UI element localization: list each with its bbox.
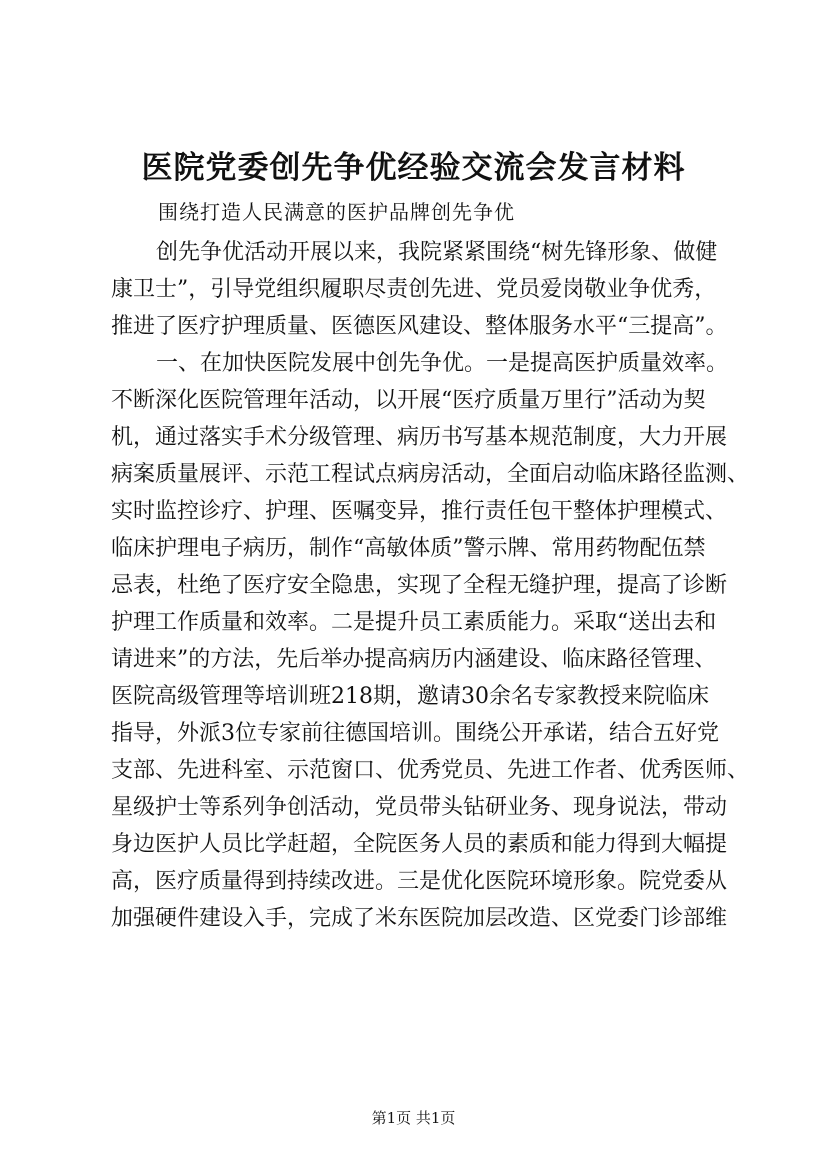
body-line: 创先争优活动开展以来，我院紧紧围绕“树先锋形象、做健	[156, 240, 718, 265]
body-line: 忌表，杜绝了医疗安全隐患，实现了全程无缝护理，提高了诊断	[111, 573, 728, 598]
body-line: 推进了医疗护理质量、医德医风建设、整体服务水平“三提高”。	[111, 314, 728, 339]
body-line: 机，通过落实手术分级管理、病历书写基本规范制度，大力开展	[111, 425, 728, 450]
body-line: 高，医疗质量得到持续改进。三是优化医院环境形象。院党委从	[111, 869, 728, 894]
body-line: 护理工作质量和效率。二是提升员工素质能力。采取“送出去和	[111, 610, 717, 635]
body-line: 病案质量展评、示范工程试点病房活动，全面启动临床路径监测、	[111, 462, 750, 487]
document-title: 医院党委创先争优经验交流会发言材料	[141, 150, 686, 186]
body-line: 一、在加快医院发展中创先争优。一是提高医护质量效率。	[156, 351, 729, 376]
body-line: 请进来”的方法，先后举办提高病历内涵建设、临床路径管理、	[111, 647, 717, 672]
body-line: 支部、先进科室、示范窗口、优秀党员、先进工作者、优秀医师、	[111, 758, 750, 783]
body-line: 不断深化医院管理年活动，以开展“医疗质量万里行”活动为契	[111, 388, 706, 413]
body-line: 医院高级管理等培训班218期，邀请30余名专家教授来院临床	[111, 684, 709, 709]
body-line: 指导，外派3位专家前往德国培训。围绕公开承诺，结合五好党	[111, 721, 719, 746]
body-line: 临床护理电子病历，制作“高敏体质”警示牌、常用药物配伍禁	[111, 536, 706, 561]
body-line: 星级护士等系列争创活动，党员带头钻研业务、现身说法，带动	[111, 795, 728, 820]
body-line: 身边医护人员比学赶超，全院医务人员的素质和能力得到大幅提	[111, 832, 728, 857]
page-number-footer: 第1页 共1页	[371, 1109, 456, 1127]
body-line: 加强硬件建设入手，完成了米东医院加层改造、区党委门诊部维	[111, 906, 728, 931]
document-subtitle: 围绕打造人民满意的医护品牌创先争优	[158, 200, 515, 224]
body-line: 实时监控诊疗、护理、医嘱变异，推行责任包干整体护理模式、	[111, 499, 728, 524]
body-line: 康卫士”，引导党组织履职尽责创先进、党员爱岗敬业争优秀，	[111, 277, 717, 302]
